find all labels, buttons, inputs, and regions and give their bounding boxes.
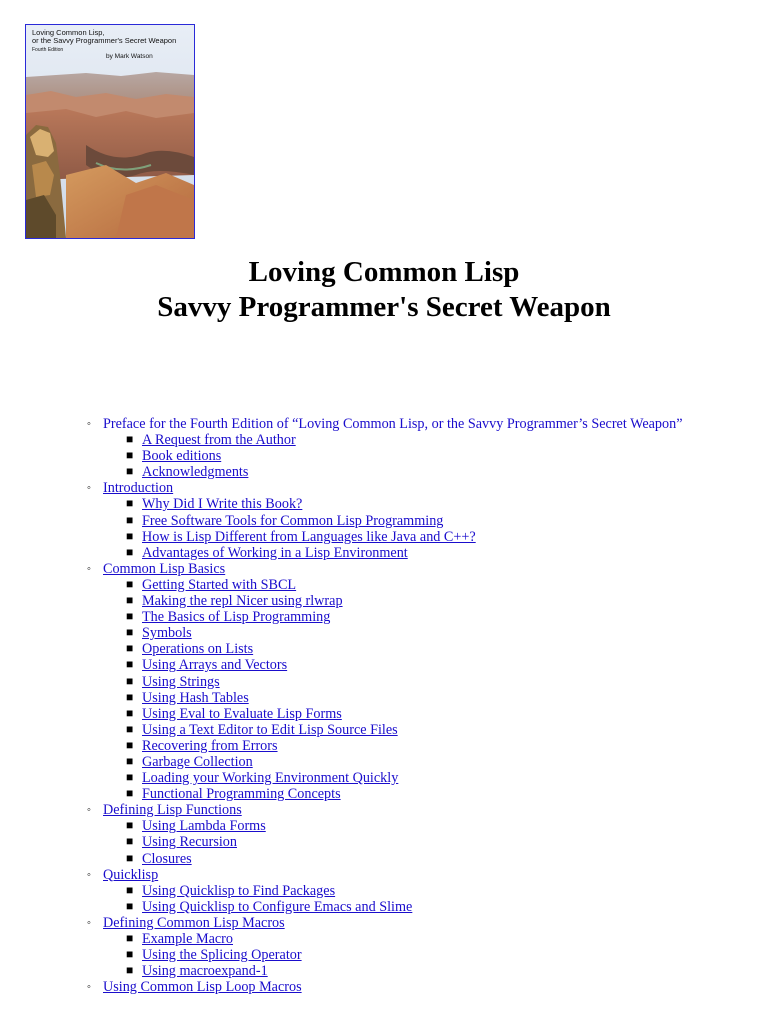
toc-subsection-link[interactable]: Using Lambda Forms (142, 818, 266, 835)
square-bullet-icon: ■ (126, 721, 134, 736)
toc-subsection-link[interactable]: A Request from the Author (142, 432, 296, 449)
toc-subsection-link[interactable]: Using the Splicing Operator (142, 947, 302, 964)
toc-subsection-link[interactable]: Operations on Lists (142, 641, 254, 658)
cover-author: by Mark Watson (106, 53, 153, 60)
toc-subsection-link[interactable]: Using Strings (142, 673, 220, 690)
toc-subsection (103, 593, 764, 609)
toc-subsection (103, 448, 764, 464)
toc-subsection-link[interactable]: Using Hash Tables (142, 689, 249, 706)
toc-subsection-list (103, 496, 764, 560)
square-bullet-icon: ■ (126, 770, 134, 785)
square-bullet-icon: ■ (126, 673, 134, 688)
toc-subsection-link[interactable]: Why Did I Write this Book? (142, 496, 303, 513)
toc-subsection-link[interactable]: Advantages of Working in a Lisp Environment (142, 544, 408, 561)
toc-subsection (103, 496, 764, 512)
toc-subsection-list (103, 432, 764, 480)
toc-subsection-link[interactable]: Using macroexpand-1 (142, 963, 268, 980)
toc-subsection-link[interactable]: Using Arrays and Vectors (142, 657, 288, 674)
toc-subsection (103, 625, 764, 641)
page-title-line2: Savvy Programmer's Secret Weapon (157, 291, 611, 323)
toc-subsection-link[interactable]: Acknowledgments (142, 464, 249, 481)
cover-text (32, 29, 190, 61)
toc-section (84, 416, 764, 480)
square-bullet-icon: ■ (126, 528, 134, 543)
toc-subsection (103, 786, 764, 802)
square-bullet-icon: ■ (126, 641, 134, 656)
toc-subsection-link[interactable]: Closures (142, 850, 192, 867)
cover-title-line2: or the Savvy Programmer's Secret Weapon (32, 35, 177, 45)
square-bullet-icon: ■ (126, 512, 134, 527)
circle-bullet-icon: ◦ (87, 482, 91, 495)
toc-subsection-list (103, 931, 764, 979)
toc-section (84, 915, 764, 979)
toc-subsection (103, 706, 764, 722)
toc-subsection-link[interactable]: Using Quicklisp to Configure Emacs and Slime (142, 898, 413, 915)
toc-subsection (103, 657, 764, 673)
toc-subsection-link[interactable]: Loading your Working Environment Quickly (142, 770, 399, 787)
square-bullet-icon: ■ (126, 464, 134, 479)
toc-subsection (103, 899, 764, 915)
toc-subsection (103, 529, 764, 545)
square-bullet-icon: ■ (126, 496, 134, 511)
toc-subsection (103, 818, 764, 834)
toc-section-link[interactable]: Common Lisp Basics (103, 560, 226, 577)
table-of-contents (84, 416, 764, 995)
toc-subsection (103, 545, 764, 561)
square-bullet-icon: ■ (126, 947, 134, 962)
toc-subsection (103, 674, 764, 690)
toc-section-link[interactable]: Defining Lisp Functions (103, 802, 242, 819)
toc-subsection (103, 609, 764, 625)
toc-subsection (103, 464, 764, 480)
square-bullet-icon: ■ (126, 593, 134, 608)
toc-subsection-link[interactable]: The Basics of Lisp Programming (142, 609, 331, 626)
toc-subsection-list (103, 883, 764, 915)
toc-subsection (103, 690, 764, 706)
toc-subsection (103, 738, 764, 754)
circle-bullet-icon: ◦ (87, 804, 91, 817)
square-bullet-icon: ■ (126, 818, 134, 833)
toc-section-link[interactable]: Introduction (103, 480, 174, 497)
square-bullet-icon: ■ (126, 931, 134, 945)
toc-section-link[interactable]: Preface for the Fourth Edition of “Loving Common Lisp, or the Savvy Programmer’s Secret Weapon” (103, 416, 683, 432)
toc-section-link[interactable]: Quicklisp (103, 866, 159, 883)
square-bullet-icon: ■ (126, 850, 134, 865)
toc-subsection-link[interactable]: Functional Programming Concepts (142, 786, 341, 803)
square-bullet-icon: ■ (126, 705, 134, 720)
page-title-line1: Loving Common Lisp (248, 256, 520, 288)
toc-subsection-link[interactable]: Free Software Tools for Common Lisp Programming (142, 512, 444, 529)
page-title (0, 255, 768, 325)
cover-edition: Fourth Edition (32, 46, 64, 53)
circle-bullet-icon: ◦ (87, 868, 91, 881)
toc-section-link[interactable]: Using Common Lisp Loop Macros (103, 979, 302, 996)
toc-section (84, 480, 764, 560)
square-bullet-icon: ■ (126, 689, 134, 704)
toc-subsection (103, 722, 764, 738)
toc-subsection-list (103, 818, 764, 866)
cover-title-line1: Loving Common Lisp, (32, 28, 105, 37)
circle-bullet-icon: ◦ (87, 981, 91, 994)
toc-subsection-link[interactable]: Using Quicklisp to Find Packages (142, 882, 336, 899)
toc-section (84, 867, 764, 915)
toc-subsection-link[interactable]: Book editions (142, 448, 222, 465)
square-bullet-icon: ■ (126, 786, 134, 801)
square-bullet-icon: ■ (126, 576, 134, 591)
square-bullet-icon: ■ (126, 625, 134, 640)
toc-subsection (103, 963, 764, 979)
square-bullet-icon: ■ (126, 753, 134, 768)
square-bullet-icon: ■ (126, 834, 134, 849)
toc-subsection-link[interactable]: Using Recursion (142, 834, 237, 851)
toc-subsection-link[interactable]: Getting Started with SBCL (142, 576, 297, 593)
square-bullet-icon: ■ (126, 737, 134, 752)
toc-subsection (103, 834, 764, 850)
toc-subsection (103, 513, 764, 529)
square-bullet-icon: ■ (126, 544, 134, 559)
toc-subsection-link[interactable]: Using a Text Editor to Edit Lisp Source Files (142, 721, 398, 738)
toc-subsection (103, 754, 764, 770)
book-cover-image (25, 24, 195, 239)
toc-subsection-link[interactable]: Making the repl Nicer using rlwrap (142, 593, 343, 610)
square-bullet-icon: ■ (126, 898, 134, 913)
toc-subsection-list (103, 577, 764, 802)
square-bullet-icon: ■ (126, 448, 134, 463)
circle-bullet-icon: ◦ (87, 916, 91, 929)
toc-subsection-link[interactable]: Recovering from Errors (142, 737, 278, 754)
toc-subsection (103, 432, 764, 448)
square-bullet-icon: ■ (126, 432, 134, 447)
toc-subsection (103, 883, 764, 899)
toc-subsection-link[interactable]: Garbage Collection (142, 753, 253, 770)
toc-subsection (103, 947, 764, 963)
toc-subsection (103, 931, 764, 947)
toc-section-link[interactable]: Defining Common Lisp Macros (103, 914, 285, 931)
circle-bullet-icon: ◦ (87, 562, 91, 575)
toc-subsection (103, 851, 764, 867)
toc-section (84, 561, 764, 802)
toc-subsection (103, 577, 764, 593)
square-bullet-icon: ■ (126, 657, 134, 672)
toc-subsection-link[interactable]: Example Macro (142, 931, 233, 947)
square-bullet-icon: ■ (126, 882, 134, 897)
square-bullet-icon: ■ (126, 963, 134, 978)
toc-subsection-link[interactable]: Symbols (142, 625, 192, 642)
square-bullet-icon: ■ (126, 609, 134, 624)
toc-subsection (103, 770, 764, 786)
circle-bullet-icon: ◦ (87, 418, 91, 430)
toc-section (84, 979, 764, 995)
toc-section (84, 802, 764, 866)
toc-subsection-link[interactable]: Using Eval to Evaluate Lisp Forms (142, 705, 342, 722)
toc-section-list (84, 416, 764, 995)
toc-subsection-link[interactable]: How is Lisp Different from Languages like Java and C++? (142, 528, 476, 545)
toc-subsection (103, 641, 764, 657)
